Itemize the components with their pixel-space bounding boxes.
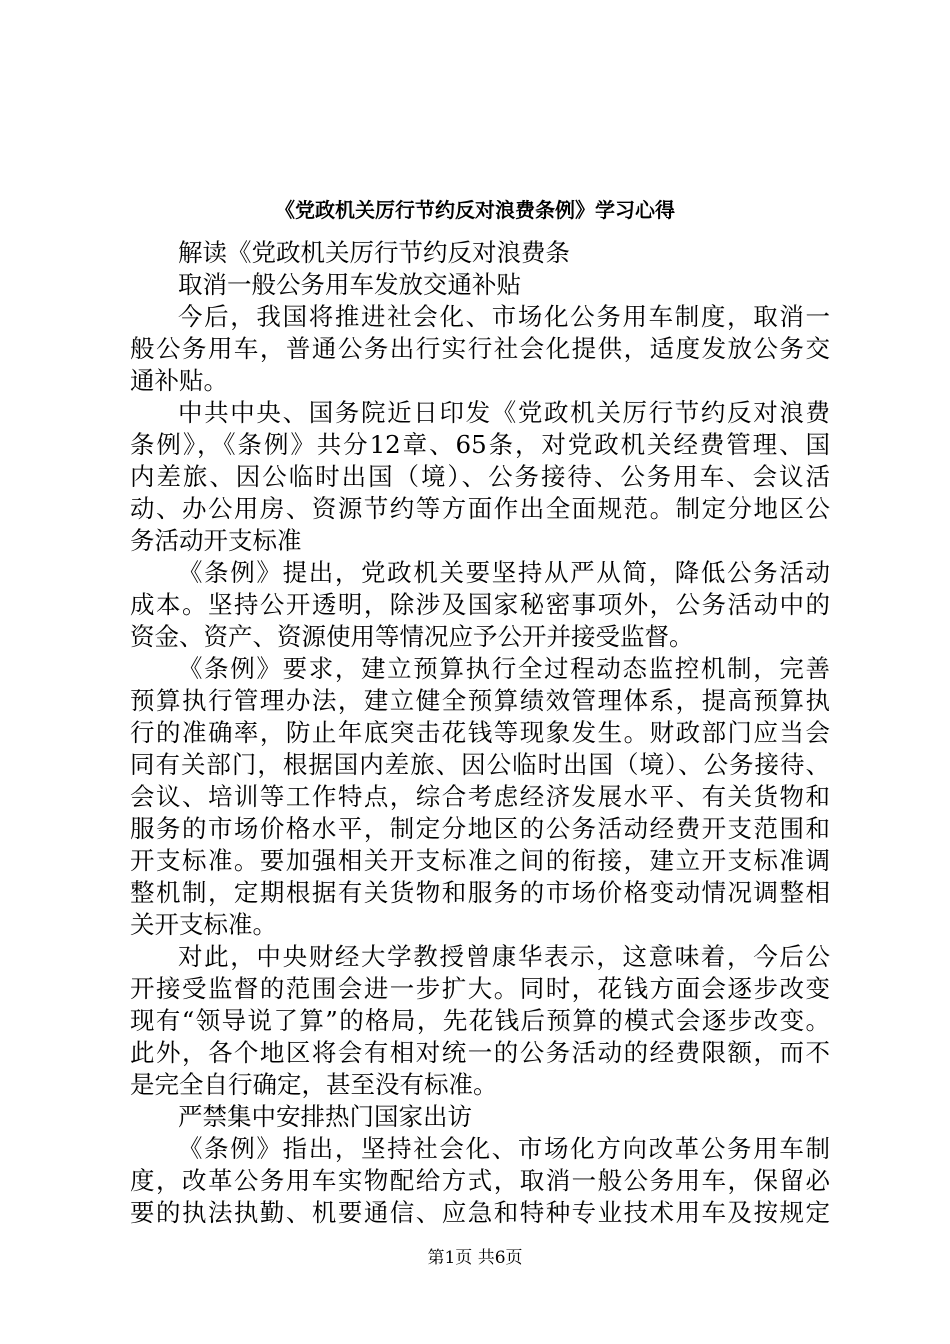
document-title: 《党政机关厉行节约反对浪费条例》学习心得 [275, 198, 675, 222]
paragraph-line: 开支标准。要加强相关开支标准之间的衔接，建立开支标准调 [130, 846, 830, 875]
page-footer: 第1页 共6页 [427, 1248, 523, 1268]
paragraph-line: 对此，中央财经大学教授曾康华表示，这意味着，今后公 [178, 942, 830, 971]
paragraph-line: 同有关部门，根据国内差旅、因公临时出国（境）、公务接待、 [130, 750, 830, 779]
paragraph-line: 此外，各个地区将会有相对统一的公务活动的经费限额，而不 [130, 1038, 830, 1067]
paragraph-line: 关开支标准。 [130, 910, 277, 939]
paragraph-line: 条例》，《条例》共分12章、65条，对党政机关经费管理、国 [130, 430, 830, 459]
paragraph-line: 是完全自行确定，甚至没有标准。 [130, 1070, 498, 1099]
paragraph-line: 成本。坚持公开透明，除涉及国家秘密事项外，公务活动中的 [130, 590, 830, 619]
paragraph-line: 整机制，定期根据有关货物和服务的市场价格变动情况调整相 [130, 878, 830, 907]
paragraph-line: 中共中央、国务院近日印发《党政机关厉行节约反对浪费 [178, 398, 830, 427]
paragraph-line: 预算执行管理办法，建立健全预算绩效管理体系，提高预算执 [130, 686, 830, 715]
paragraph-line: 现有“领导说了算”的格局，先花钱后预算的模式会逐步改变。 [130, 1006, 830, 1035]
section-heading-line: 取消一般公务用车发放交通补贴 [178, 270, 521, 299]
paragraph-line: 行的准确率，防止年底突击花钱等现象发生。财政部门应当会 [130, 718, 830, 747]
paragraph-line: 度，改革公务用车实物配给方式，取消一般公务用车，保留必 [130, 1166, 830, 1195]
section-heading-line: 严禁集中安排热门国家出访 [178, 1102, 472, 1131]
paragraph-line: 要的执法执勤、机要通信、应急和特种专业技术用车及按规定 [130, 1198, 830, 1227]
paragraph-line: 般公务用车，普通公务出行实行社会化提供，适度发放公务交 [130, 334, 830, 363]
document-body [130, 237, 830, 1229]
paragraph-line: 《条例》提出，党政机关要坚持从严从简，降低公务活动 [178, 558, 830, 587]
paragraph-line: 动、办公用房、资源节约等方面作出全面规范。制定分地区公 [130, 494, 830, 523]
paragraph-line: 会议、培训等工作特点，综合考虑经济发展水平、有关货物和 [130, 782, 830, 811]
paragraph-line: 务活动开支标准 [130, 526, 302, 555]
paragraph-line: 服务的市场价格水平，制定分地区的公务活动经费开支范围和 [130, 814, 830, 843]
section-heading-line: 解读《党政机关厉行节约反对浪费条 [178, 238, 570, 267]
paragraph-line: 今后，我国将推进社会化、市场化公务用车制度，取消一 [178, 302, 830, 331]
paragraph-line: 开接受监督的范围会进一步扩大。同时，花钱方面会逐步改变 [130, 974, 830, 1003]
paragraph-line: 《条例》指出，坚持社会化、市场化方向改革公务用车制 [178, 1134, 830, 1163]
paragraph-line: 内差旅、因公临时出国（境）、公务接待、公务用车、会议活 [130, 462, 830, 491]
paragraph-line: 资金、资产、资源使用等情况应予公开并接受监督。 [130, 622, 694, 651]
paragraph-line: 通补贴。 [130, 366, 228, 395]
paragraph-line: 《条例》要求，建立预算执行全过程动态监控机制，完善 [178, 654, 830, 683]
